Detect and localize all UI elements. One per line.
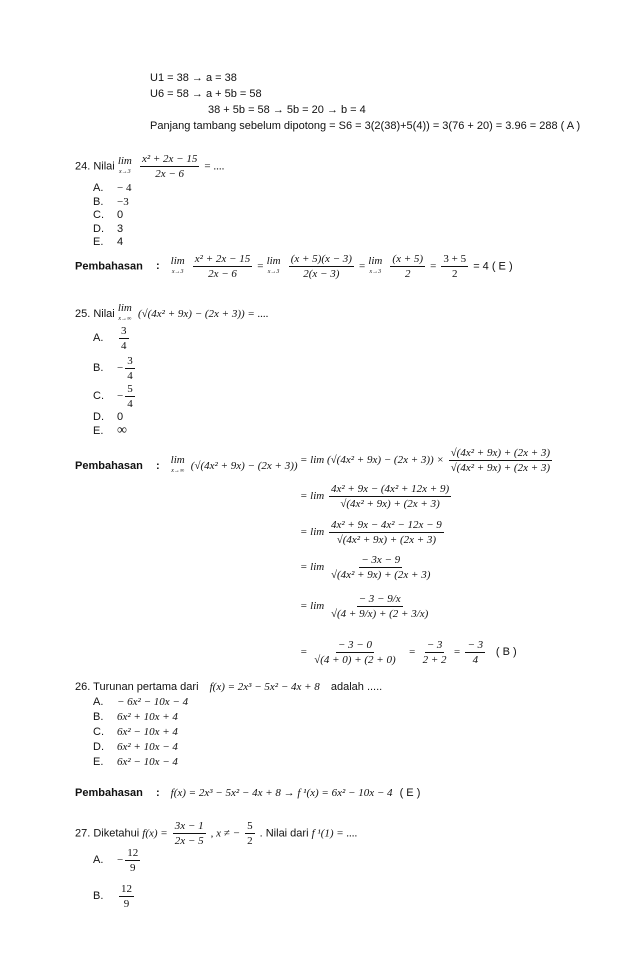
top-line-4: Panjang tambang sebelum dipotong = S6 = 3(2(38)+5(4)) = 3(76 + 20) = 3.96 = 288 ( A ): [150, 120, 581, 132]
q25-step-3: = lim $\frac{\text{4x² + 9x − 4x² − 12x − 9}}{\text{√(4x² + 9x) + (2x + 3)}}$: [300, 519, 442, 546]
option-d: D. 0: [93, 411, 124, 423]
q24-label: 24. Nilai: [75, 160, 115, 173]
option-e: E. 6x² − 10x − 4: [93, 756, 178, 768]
q25-step-2: = lim $\frac{\text{4x² + 9x − (4x² + 12x + 9)}}{\text{√(4x² + 9x) + (2x + 3)}}$: [300, 483, 450, 510]
option-a: A. − $\frac{12}{9}$: [93, 846, 139, 874]
option-e: E. ∞: [93, 423, 127, 438]
q24-fraction: $\frac{\text{x² + 2x − 15}}{2x - 6}$: [141, 153, 198, 180]
q27-options: [93, 846, 142, 910]
q25-step-1: = lim (√(4x² + 9x) − (2x + 3)) × $\frac{\text{√(4x² + 9x) + (2x + 3)}}{\text{√(4x² + 9x) + (2x + 3)}}$: [300, 447, 551, 474]
option-c: C. 0: [93, 209, 124, 221]
question-26: 26. Turunan pertama dari f(x) = 2x³ − 5x² − 4x + 8 adalah .....: [75, 681, 383, 693]
q25-options: [93, 326, 137, 439]
option-b: B. −3: [93, 195, 129, 208]
top-line-3: 38 + 5b = 58 → 5b = 20 → b = 4: [208, 104, 366, 116]
option-e: E. 4: [93, 236, 124, 248]
q24-pembahasan: Pembahasan : lim x→3 $\frac{\text{x² + 2x − 15}}{2x - 6}$ = lim x→3 $\frac{(x + 5)(x - 3)}{2(x - 3)}$ = lim x→3 $\frac{(x + 5)}{2}$ = $\frac{3 + 5}{2}$ = 4 ( E ): [75, 253, 513, 280]
question-27: 27. Diketahui f(x) = $\frac{3x - 1}{2x - 5}$ , x ≠ − $\frac{5}{2}$ . Nilai dari f ¹(1) = ....: [75, 820, 358, 847]
q25-step-4: = lim $\frac{- 3x - 9}{\text{√(4x² + 9x) + (2x + 3)}}$: [300, 554, 431, 581]
question-25: 25. Nilai lim x→∞ (√(4x² + 9x) − (2x + 3)) = ....: [75, 302, 269, 322]
q25-pembahasan: Pembahasan : lim x→∞ (√(4x² + 9x) − (2x + 3)): [75, 454, 298, 474]
option-b: B. $\frac{12}{9}$: [93, 882, 132, 910]
q25-step-5: = lim $\frac{- 3 - 9/x}{√(4 + 9/x) + (2 + 3/x)}$: [300, 593, 429, 620]
option-a: A. − 6x² − 10x − 4: [93, 696, 189, 708]
q25-final: = $\frac{- 3 - 0}{√(4 + 0) + (2 + 0)}$ = $\frac{- 3}{2 + 2}$ = $\frac{- 3}{4}$ ( B ): [300, 639, 517, 666]
q24-tail: = ....: [204, 160, 225, 173]
question-24: [75, 152, 224, 181]
q24-result: = 4 ( E ): [473, 260, 513, 273]
q26-options: [93, 695, 188, 770]
q25-answer: ( B ): [495, 646, 517, 659]
q26-pembahasan: Pembahasan : f(x) = 2x³ − 5x² − 4x + 8 → f ¹(x) = 6x² − 10x − 4 ( E ): [75, 787, 421, 799]
option-b: B. 6x² + 10x + 4: [93, 711, 178, 723]
option-d: D. 3: [93, 222, 124, 235]
option-c: C. − $\frac{5}{4}$: [93, 382, 133, 410]
option-c: C. 6x² − 10x + 4: [93, 726, 178, 738]
option-d: D. 6x² + 10x − 4: [93, 741, 178, 753]
option-a: A. $\frac{3}{4}$: [93, 324, 127, 352]
q24-options: [93, 182, 131, 250]
q25-expression: (√(4x² + 9x) − (2x + 3)) = ....: [137, 307, 269, 320]
q25-label: 25. Nilai: [75, 307, 115, 320]
option-b: B. − $\frac{3}{4}$: [93, 354, 133, 382]
q24-lim: lim x→3: [117, 154, 132, 175]
option-a: A. − 4: [93, 182, 132, 194]
q26-answer: ( E ): [399, 787, 421, 799]
top-line-1: U1 = 38 → a = 38: [150, 72, 237, 84]
top-line-2: U6 = 58 → a + 5b = 58: [150, 88, 262, 100]
